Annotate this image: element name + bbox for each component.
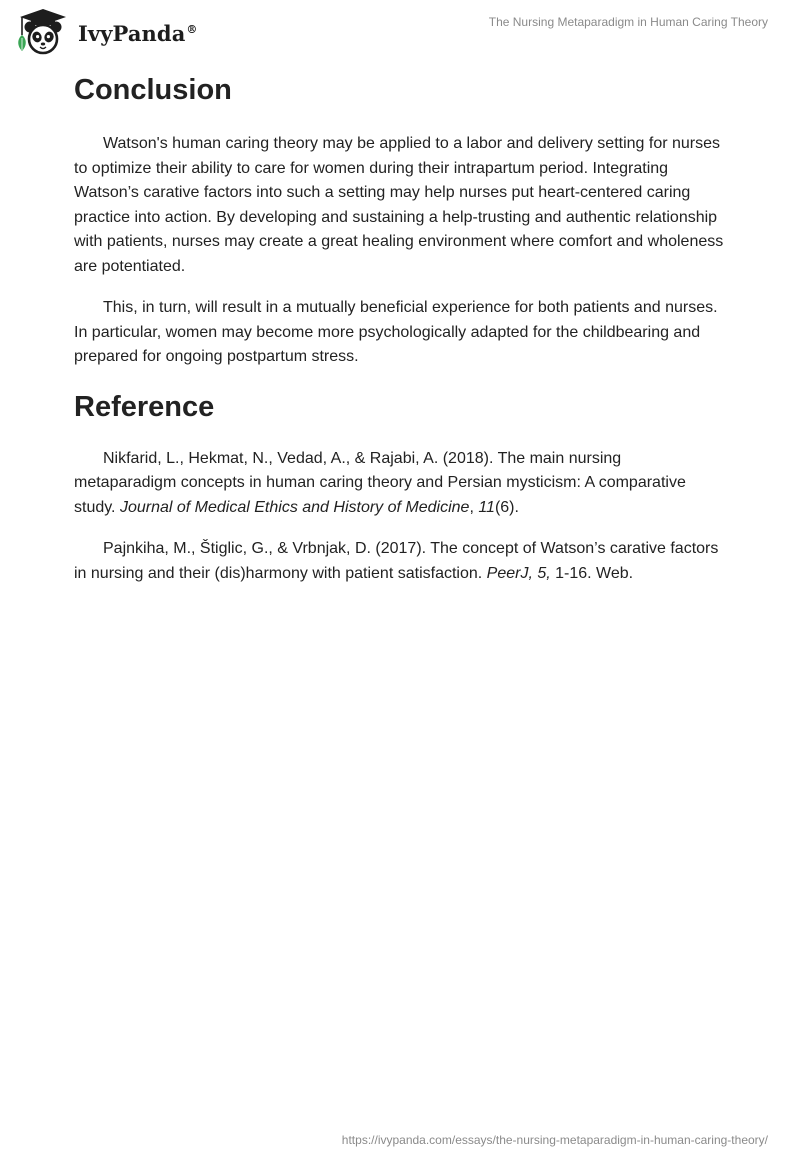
document-title: The Nursing Metaparadigm in Human Caring Theory: [488, 15, 768, 29]
reference-section: [74, 387, 726, 587]
reference-entry: [74, 447, 726, 521]
essay-content: [74, 70, 726, 603]
reference-separator: ,: [469, 498, 479, 516]
source-url[interactable]: https://ivypanda.com/essays/the-nursing-metaparadigm-in-human-caring-theory/: [341, 1133, 768, 1147]
panda-graduate-icon: [14, 8, 72, 56]
page-header: [0, 0, 800, 60]
reference-citation-text: Pajnkiha, M., Štiglic, G., & Vrbnjak, D. (2017). The concept of Watson’s carative factors in nursing and their (dis)harmony with patient satisfaction.: [74, 540, 719, 582]
conclusion-paragraph-1: Watson's human caring theory may be applied to a labor and delivery setting for nurses to optimize their ability to care for women during their intrapartum period. Integrating Watson’s carative factors into such a setting may help nurses put heart-centered caring practice into action. By developing and sustaining a help-trusting and authentic relationship with patients, nurses may create a great healing environment where comfort and wholeness are potentiated.: [74, 135, 724, 275]
reference-tail: (6).: [494, 498, 519, 516]
registered-mark: ®: [186, 22, 198, 36]
reference-journal: Journal of Medical Ethics and History of Medicine: [119, 498, 470, 516]
conclusion-heading: Conclusion: [74, 74, 232, 106]
conclusion-paragraph-2: This, in turn, will result in a mutually beneficial experience for both patients and nurses. In particular, women may become more psychologically adapted for the childbearing and prepared for ongoing postpartum stress.: [74, 299, 718, 365]
reference-entry: [74, 537, 726, 586]
reference-citation-text: Nikfarid, L., Hekmat, N., Vedad, A., & Rajabi, A. (2018). The main nursing metaparadigm concepts in human caring theory and Persian mysticism: A comparative study.: [74, 449, 686, 516]
reference-tail: 1-16. Web.: [550, 564, 634, 582]
logo-wordmark: [78, 21, 198, 46]
conclusion-section: [74, 70, 726, 370]
ivypanda-logo[interactable]: [14, 8, 198, 56]
reference-heading: Reference: [74, 390, 215, 423]
logo-name: IvyPanda: [78, 20, 186, 46]
reference-volume: 11: [478, 498, 495, 516]
reference-journal: PeerJ, 5,: [486, 564, 551, 582]
